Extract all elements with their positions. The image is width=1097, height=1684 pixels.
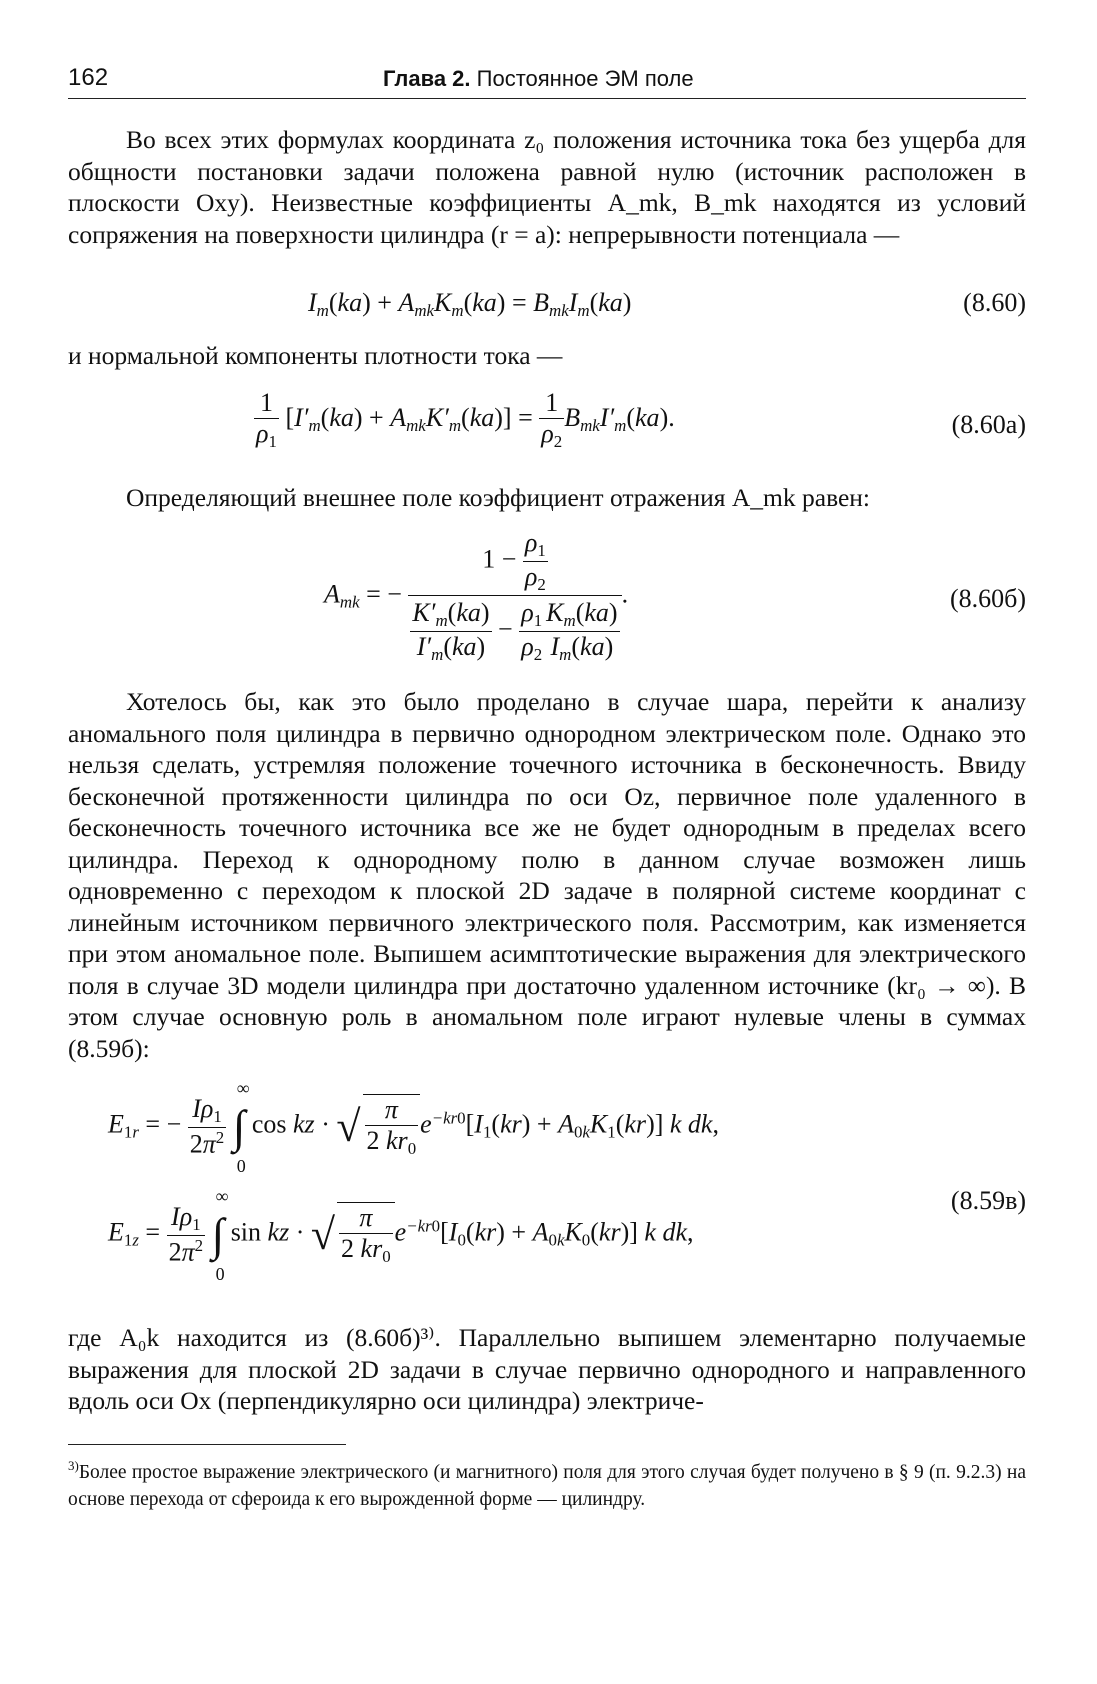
equation-8-60-body: $I_m(ka) + A_{mk}K_m(ka) = B_{mk}I_m(ka)$ [308,288,632,321]
equation-e1r: $E_{1r}$ = − $\frac{I\rho_1}{2\pi^2}$ ∫ ∞ 0 cos kz · √ $\frac{\pi}{2 kr_0}$ $e^{-kr0}[I_1(kr) + A_{0k}K_1(kr)]$ k dk, [108,1078,719,1177]
equation-number: (8.60б) [949,584,1026,613]
equation-number: (8.60) [963,288,1026,317]
chapter-label: Глава 2. [383,66,471,91]
chapter-title [383,66,694,92]
paragraph-reflection-coefficient: Определяющий внешнее поле коэффициент отражения A_mk равен: [126,483,871,512]
paragraph-intro: Во всех этих формулах координата z₀ положения источника тока без ущерба для общности постановки задачи положена равной нулю (источник расположен в плоскости Oxy). Неизвестные коэффициенты A_mk, B_mk находятся из условий сопряжения на поверхности цилиндра (r = a): непрерывности потенциала — [68,125,1026,249]
footnote-text: Более простое выражение электрического (и магнитного) поля для этого случая будет получено в § 9 (п. 9.2.3) на основе перехода от сфероида к его вырожденной форме — цилиндру. [68,1461,1026,1510]
footnote-mark: 3) [68,1458,79,1473]
footnote [68,1452,1026,1513]
running-header [68,64,1026,99]
equation-number: (8.59в) [950,1186,1026,1215]
equation-8-60b-body: $A_{mk}$ = − 1 − $\frac{\rho_1}{\rho_2}$ $\frac{K'_m(ka)}{I'_m(ka)}$ − $\frac{\rho_1}{\rho_2}$ $\frac{K_m(ka)}{I_m(ka)}$ . [324,528,629,665]
equation-8-60a-body: $\frac{1}{\rho_1}$ $[I'_m(ka) + A_{mk}K'_m(ka)]$ = $\frac{1}{\rho_2}$ $B_{mk}I'_m(ka)$. [256,388,675,452]
paragraph-2d-problem: где A₀k находится из (8.60б)³⁾. Параллельно выпишем элементарно получаемые выражения для плоской 2D задачи в случае первично однородного и направленного вдоль оси Ox (перпендикулярно оси цилиндра) электриче- [68,1323,1026,1415]
equation-8-59v [68,1080,1026,1300]
page-number: 162 [68,64,109,91]
equation-e1z: $E_{1z}$ = $\frac{I\rho_1}{2\pi^2}$ ∫ ∞ 0 sin kz · √ $\frac{\pi}{2 kr_0}$ $e^{-kr0}[I_0(kr) + A_{0k}K_0(kr)]$ k dk, [108,1186,694,1285]
equation-8-60 [68,288,1026,328]
equation-8-60b [68,528,1026,678]
equation-8-60a [68,388,1026,478]
footnote-rule [68,1444,346,1445]
equation-number: (8.60а) [951,410,1026,439]
paragraph-analysis: Хотелось бы, как это было проделано в случае шара, перейти к анализу аномального поля цилиндра в первично однородном электрическом поле. Однако это нельзя сделать, устремляя положение точечного источника в бесконечность. Ввиду бесконечной протяженности цилиндра по оси Oz, первичное поле удаленного в бесконечность точечного источника все же не будет однородным в пределах всего цилиндра. Переход к однородному полю в данном случае возможен лишь одновременно с переходом к плоской 2D задаче в полярной системе координат с линейным источником первичного электрического поля. Рассмотрим, как изменяется при этом аномальное поле. Выпишем асимптотические выражения для электрического поля в случае 3D модели цилиндра при достаточно удаленном источнике (kr₀ → ∞). В этом случае основную роль в аномальном поле играют нулевые члены в суммах (8.59б): [68,687,1026,1063]
chapter-name: Постоянное ЭМ поле [476,66,694,91]
paragraph-normal-component: и нормальной компоненты плотности тока — [68,341,563,370]
